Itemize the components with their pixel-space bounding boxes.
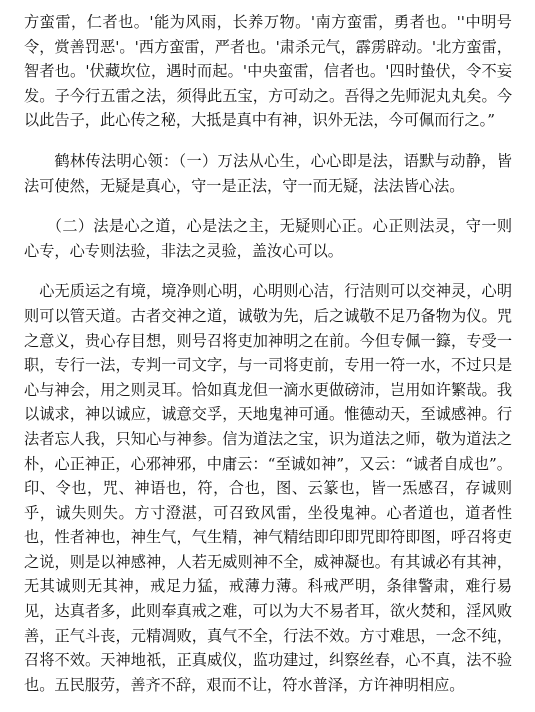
paragraph-helin-heart-method-one: 鹤林传法明心领：（一）万法从心生，心心即是法，语默与动静，皆法可使然，无疑是真心，守一是正法，守一而无疑，法法皆心法。 <box>24 151 512 195</box>
paragraph-gap <box>24 263 512 279</box>
paragraph-heart-and-spirit: 心无质运之有境，境净则心明，心明则心洁，行洁则可以交神灵，心明则可以管天道。古者交神之道，诚敬为先，后之诚敬不足乃备物为仪。咒之意义，贵心存目想，则号召将吏加神明之在前。今但专佩一籙，专受一职，专行一法，专判一司文字，与一司将吏前，专用一符一水，不过只是心与神会，用之则灵耳。恰如真龙但一滴水更做磅沛，岂用如许繁哉。我以诚求，神以诚应，诚意交孚，天地鬼神可通。惟德动天，至诚感神。行法者忘人我，只知心与神参。信为道法之宝，识为道法之师，敬为道法之朴，心正神正，心邪神邪，中庸云：“至诚如神”，又云：“诚者自成也”。印、令也，咒、神语也，符，合也，图、云篆也，皆一炁感召，存诚则乎，诚失则失。方寸澄湛，可召致风雷，坐役鬼神。心者道也，道者性也，性者神也，神生气，气生精，神气精结即印即咒即符即图，呼召将吏之说，则是以神感神，人若无威则神不全，威神凝也。有其诚必有其神，无其诚则无其神，戒足力猛，戒薄力薄。科戒严明，条律警肃，难行易见，达真者多，此则奉真戒之难，可以为大不易者耳，欲火焚和，淫风败善，正气斗丧，元精凋败，真气不全，行法不效。方寸难思，一念不纯，召将不效。天神地祇，正真威仪，监功建过，纠察丝春，心不真，法不验也。五民服劳，善齐不辞，艰而不让，符水普泽，方许神明相应。 <box>24 282 512 694</box>
paragraph-gap <box>24 198 512 214</box>
document-page <box>24 10 512 697</box>
paragraph-gap <box>24 133 512 149</box>
paragraph-five-thunders: 方蛮雷，仁者也。'能为风雨，长养万物。'南方蛮雷，勇者也。''中明号令，赏善罚恶'。'西方蛮雷，严者也。'肃杀元气，霹雳辟动。'北方蛮雷，智者也。'伏藏坎位，遇时而起。'中央蛮雷，信者也。'四时蛰伏，令不妄发。子今行五雷之法，须得此五宝，方可动之。吾得之先师泥丸丸矣。今以此告子，此心传之秘，大抵是真中有神，识外无法，今可佩而行之。” <box>24 13 512 130</box>
paragraph-heart-method-two: （二）法是心之道，心是法之主，无疑则心正。心正则法灵，守一则心专，心专则法验，非法之灵验，盖汝心可以。 <box>24 217 512 260</box>
